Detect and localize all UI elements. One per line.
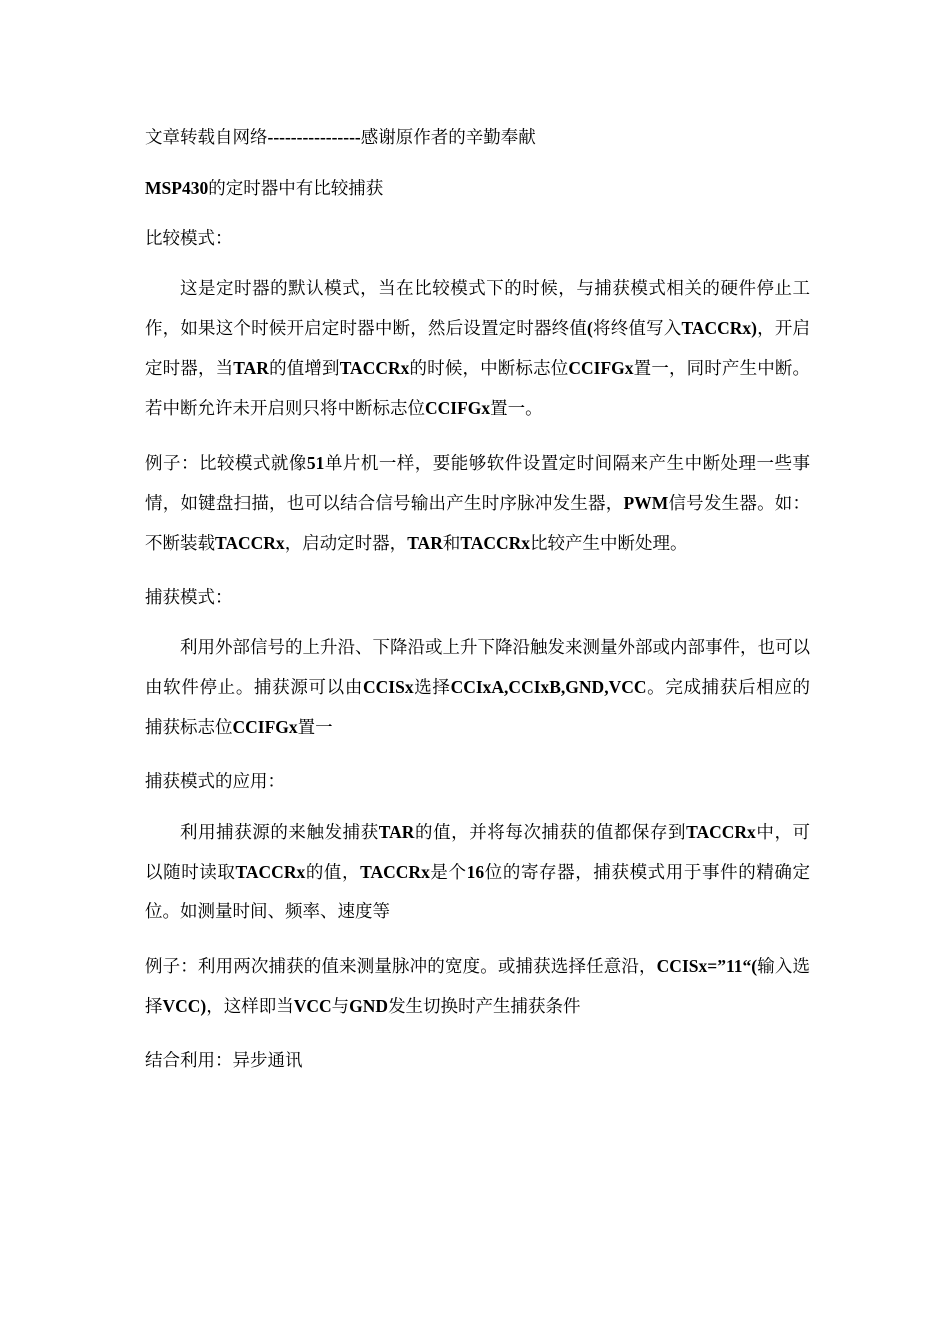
text-segment: 置一 (297, 718, 333, 738)
heading-combined-use (145, 1042, 810, 1081)
text-segment: 信号发生器。如：不断装载 (145, 494, 811, 554)
text-segment: TACCRx (686, 822, 756, 842)
text-segment: 中，可以随时读取 (145, 823, 811, 883)
capture-mode-body (145, 629, 810, 748)
text-segment: CCIxA,CCIxB,GND,VCC (450, 677, 647, 697)
text-segment: TACCRx (235, 862, 306, 882)
text-segment: TAR (378, 822, 415, 842)
text-segment: 比较模式： (145, 229, 233, 249)
text-segment: 和 (442, 534, 461, 554)
text-segment: 捕获模式： (145, 588, 233, 608)
source-note (145, 118, 810, 158)
text-segment: 将终值写入 (592, 319, 682, 339)
text-segment: 比较产生中断处理。 (530, 534, 688, 554)
capture-application-example (145, 947, 810, 1027)
capture-application-body (145, 813, 810, 932)
text-segment: 的定时器中有比较捕获 (208, 179, 384, 199)
text-segment: ，启动定时器， (284, 534, 408, 554)
text-segment: ，这样即当 (206, 997, 294, 1017)
text-segment: 位的寄存器，捕获模式用于事件的精确定位。如测量时间、频率、速度等 (145, 863, 811, 922)
text-segment: TACCRx (360, 862, 430, 882)
text-segment: TACCRx (215, 533, 285, 553)
text-segment: 51 (306, 453, 325, 473)
text-segment: CCIFGx (232, 717, 298, 737)
text-segment: 的值， (305, 863, 361, 883)
text-segment: TACCRx (460, 533, 531, 553)
text-segment: TAR (233, 358, 269, 378)
intro-title (145, 169, 810, 209)
text-segment: 与 (331, 997, 350, 1017)
text-segment: 置一。 (490, 399, 543, 419)
text-segment: TAR (407, 533, 443, 553)
text-segment: 捕获模式的应用： (145, 772, 285, 792)
text-segment: 16 (466, 862, 485, 882)
text-segment: 的值，并将每次捕获的值都保存到 (414, 823, 687, 843)
text-segment: TACCRx (339, 358, 410, 378)
text-segment: 文章转载自网络 (145, 128, 268, 148)
text-segment: 。完成捕获后相应的捕获标志位 (145, 678, 810, 738)
text-segment: CCIFGx (425, 398, 491, 418)
text-segment: 感谢原作者的辛勤奉献 (360, 128, 536, 148)
text-segment: CCIFGx (568, 358, 634, 378)
text-segment: 发生切换时产生捕获条件 (388, 997, 581, 1017)
text-segment: VCC (293, 996, 332, 1016)
text-segment: 输入选择 (145, 957, 811, 1017)
text-segment: 选择 (413, 678, 451, 698)
heading-compare-mode (145, 220, 810, 259)
text-segment: 利用捕获源的来触发捕获 (180, 823, 379, 843)
text-segment: TACCRx) (681, 318, 757, 338)
text-segment: CCISx=”11“( (656, 956, 758, 976)
text-segment: 的值增到 (268, 359, 340, 379)
compare-mode-example (145, 444, 810, 564)
text-segment: MSP430 (145, 178, 209, 198)
text-segment: ，开启定时器，当 (145, 319, 811, 379)
text-segment: VCC) (162, 996, 207, 1016)
text-segment: 利用外部信号的上升沿、下降沿或上升下降沿触发来测量外部或内部事件，也可以由软件停止。捕获源可以由 (145, 638, 810, 698)
text-segment: 例子：利用两次捕获的值来测量脉冲的宽度。或捕获选择任意沿， (145, 957, 657, 977)
text-segment: ---------------- (267, 127, 361, 147)
text-segment: 这是定时器的默认模式，当在比较模式下的时候，与捕获模式相关的硬件停止工作，如果这个时候开启定时器中断，然后设置定时器终值 (145, 279, 810, 339)
text-segment: PWM (623, 493, 669, 513)
text-segment: 置一，同时产生中断。若中断允许未开启则只将中断标志位 (145, 359, 811, 419)
document-body (145, 118, 810, 1092)
compare-mode-body (145, 270, 810, 429)
text-segment: 结合利用：异步通讯 (145, 1051, 303, 1071)
text-segment: 单片机一样，要能够软件设置定时间隔来产生中断处理一些事情，如键盘扫描，也可以结合信号输出产生时序脉冲发生器， (145, 454, 810, 514)
heading-capture-application (145, 763, 810, 802)
text-segment: GND (349, 996, 389, 1016)
text-segment: 是个 (429, 863, 467, 883)
text-segment: 例子：比较模式就像 (145, 454, 307, 474)
text-segment: ( (587, 318, 593, 338)
heading-capture-mode (145, 579, 810, 618)
text-segment: CCISx (363, 677, 414, 697)
text-segment: 的时候，中断标志位 (409, 359, 569, 379)
